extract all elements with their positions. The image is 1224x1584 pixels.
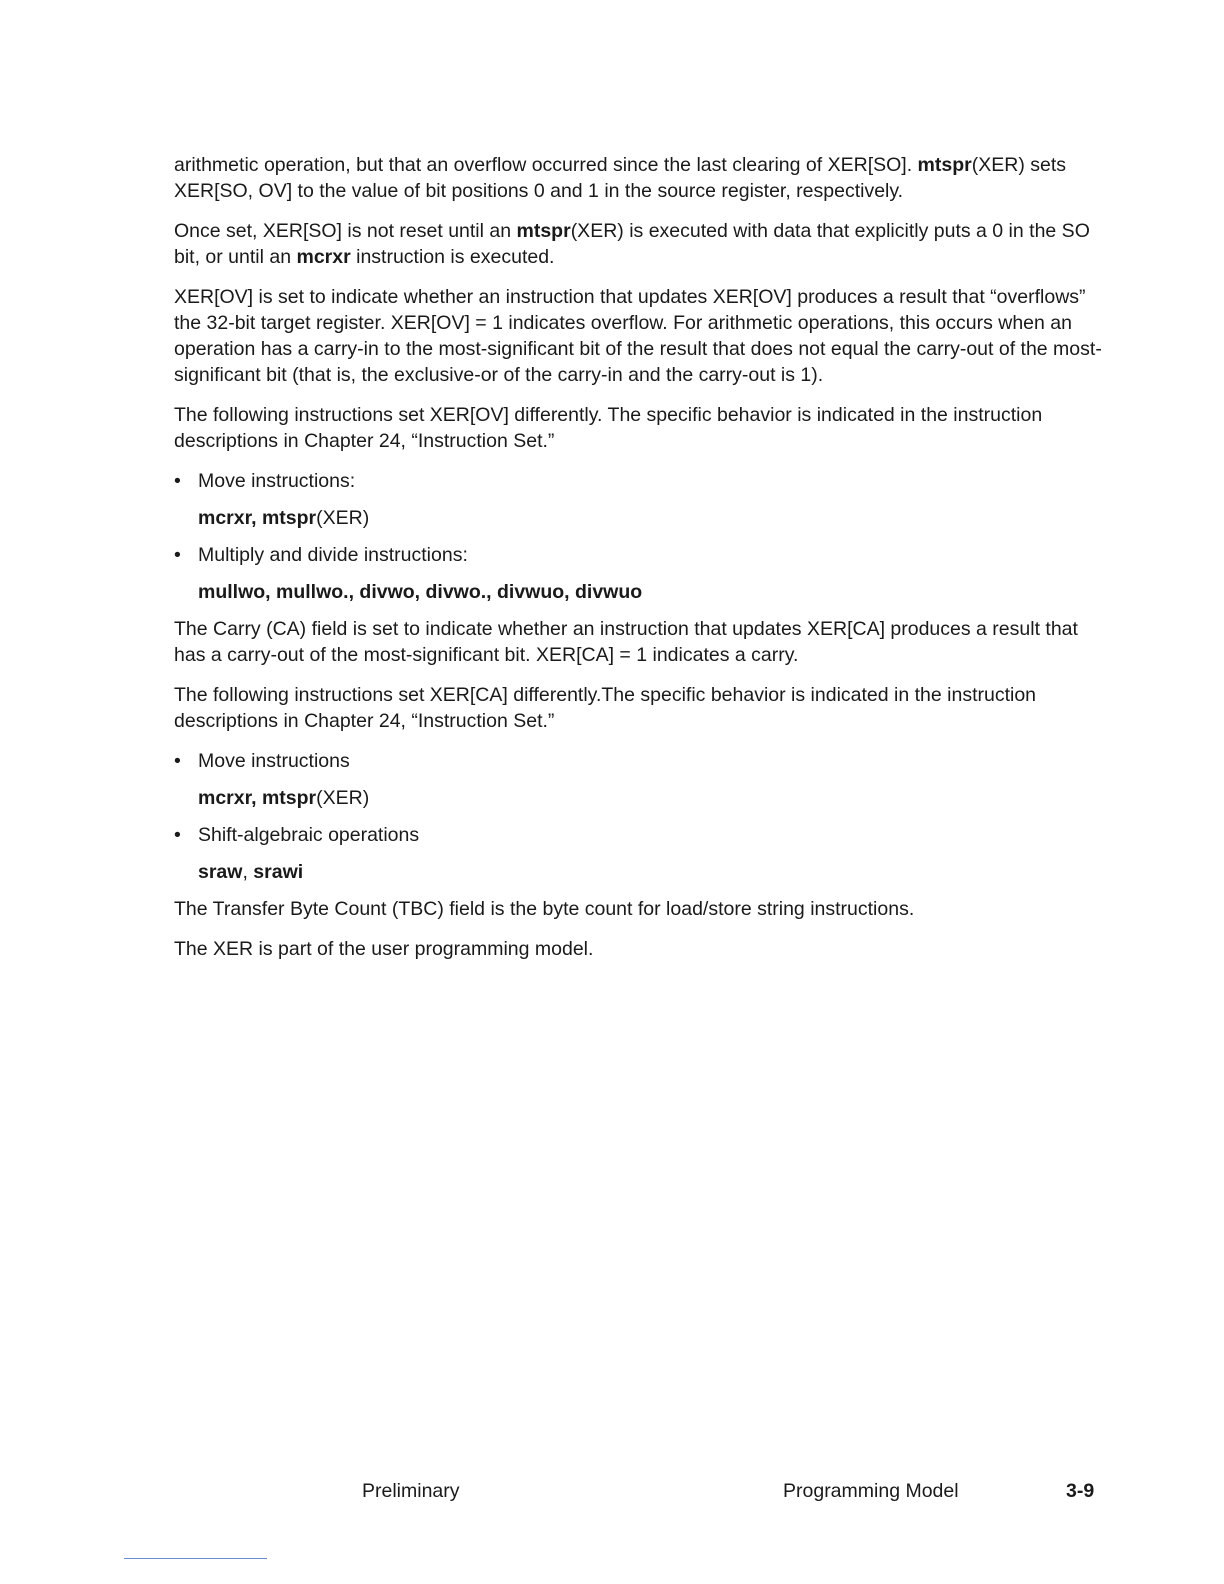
page-number: 3-9 xyxy=(1066,1480,1095,1502)
instruction-name: mtspr xyxy=(516,220,571,242)
instruction-list xyxy=(198,785,1104,811)
paragraph-xer-so xyxy=(174,152,1104,204)
footer-section-title: Programming Model xyxy=(783,1480,959,1502)
paragraph-ca-instructions: The following instructions set XER[CA] differently.The specific behavior is indicated in the instruction descriptions in Chapter 24, “Instruction Set.” xyxy=(174,684,1037,732)
instruction-name: mcrxr, mtspr xyxy=(198,787,317,809)
instruction-name: mullwo, mullwo., divwo, divwo., divwuo, divwuo xyxy=(198,581,643,603)
instruction-name: srawi xyxy=(253,861,304,883)
ca-instruction-list xyxy=(174,748,1104,885)
text-run: , xyxy=(242,861,254,883)
list-item xyxy=(174,468,1104,494)
bullet-icon: • xyxy=(174,544,181,566)
instruction-list xyxy=(198,579,1104,605)
ov-instruction-list xyxy=(174,468,1104,605)
text-run: (XER) xyxy=(316,787,370,809)
list-item-label: Move instructions: xyxy=(198,470,356,492)
list-item xyxy=(174,748,1104,774)
body-content xyxy=(174,152,1104,976)
instruction-name: sraw xyxy=(198,861,243,883)
list-item xyxy=(174,542,1104,568)
instruction-list xyxy=(198,505,1104,531)
instruction-name: mcrxr xyxy=(296,246,351,268)
footer-preliminary: Preliminary xyxy=(362,1480,460,1502)
text-run: instruction is executed. xyxy=(350,246,555,268)
bullet-icon: • xyxy=(174,470,181,492)
paragraph-tbc-field: The Transfer Byte Count (TBC) field is the byte count for load/store string instructions. xyxy=(174,898,915,920)
paragraph-xer-ov: XER[OV] is set to indicate whether an instruction that updates XER[OV] produces a result that “overflows” the 32-bit target register. XER[OV] = 1 indicates overflow. For arithmetic operations, this occurs when an operation has a carry-in to the most-significant bit of the result that does not equal the carry-out of the most-significant bit (that is, the exclusive-or of the carry-in and the carry-out is 1). xyxy=(174,286,1102,386)
bullet-icon: • xyxy=(174,750,181,772)
instruction-name: mtspr xyxy=(917,154,972,176)
paragraph-so-reset xyxy=(174,218,1104,270)
list-item xyxy=(174,822,1104,848)
paragraph-ov-instructions: The following instructions set XER[OV] differently. The specific behavior is indicated in the instruction descriptions in Chapter 24, “Instruction Set.” xyxy=(174,404,1043,452)
list-item-label: Shift-algebraic operations xyxy=(198,824,420,846)
list-item-label: Multiply and divide instructions: xyxy=(198,544,468,566)
scan-artifact-line xyxy=(124,1558,267,1559)
text-run: (XER) xyxy=(316,507,370,529)
text-run: (XER) sets XER[SO, OV] to the value of bit positions 0 and 1 in the source register, respectively. xyxy=(174,154,1066,202)
bullet-icon: • xyxy=(174,824,181,846)
list-item-label: Move instructions xyxy=(198,750,350,772)
instruction-name: mcrxr, mtspr xyxy=(198,507,317,529)
text-run: arithmetic operation, but that an overflow occurred since the last clearing of XER[SO]. xyxy=(174,154,918,176)
instruction-list xyxy=(198,859,1104,885)
paragraph-user-model: The XER is part of the user programming model. xyxy=(174,938,594,960)
paragraph-carry-field: The Carry (CA) field is set to indicate whether an instruction that updates XER[CA] produces a result that has a carry-out of the most-significant bit. XER[CA] = 1 indicates a carry. xyxy=(174,618,1078,666)
text-run: Once set, XER[SO] is not reset until an xyxy=(174,220,517,242)
text-run: (XER) is executed with data that explicitly puts a 0 in the SO bit, or until an xyxy=(174,220,1090,268)
